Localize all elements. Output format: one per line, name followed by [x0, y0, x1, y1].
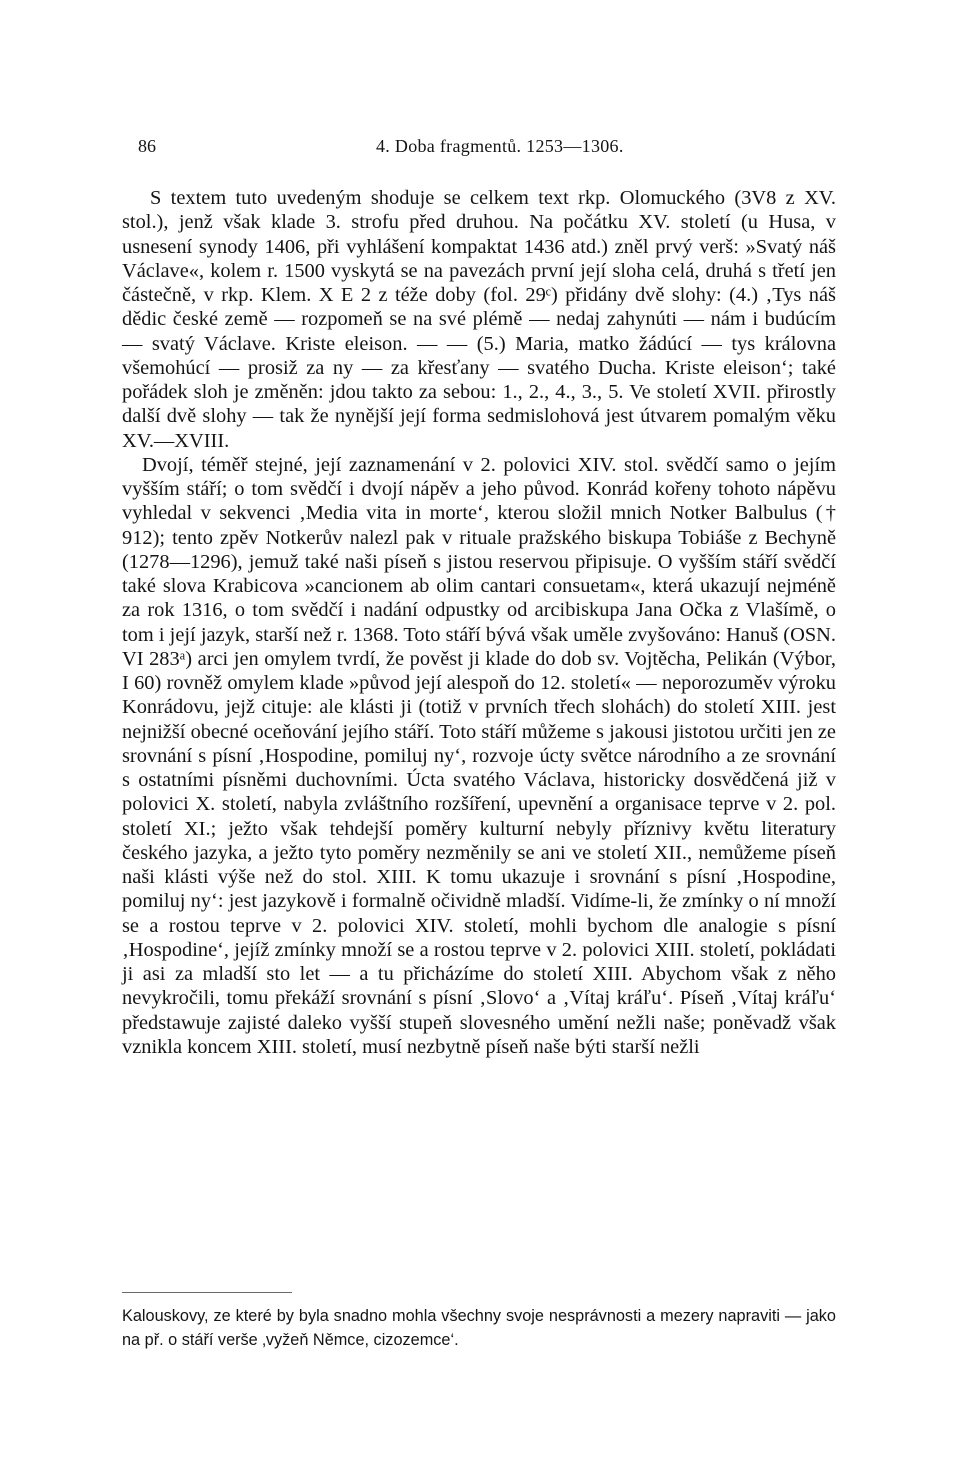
footnote: Kalouskovy, ze které by byla snadno mohla všechny svoje nesprávnosti a mezery napraviti — jako na př. o stáří verše ‚vyžeň Němce, cizozemce‘. [122, 1307, 836, 1349]
footnote-rule [122, 1292, 292, 1293]
paragraph-1: S textem tuto uvedeným shoduje se celkem text rkp. Olomuckého (3V8 z XV. stol.), jenž však klade 3. strofu před druhou. Na počátku XV. století (u Husa, v usnesení synody 1406, při vyhlášení kompaktat 1436 atd.) zněl prvý verš: »Svatý náš Václave«, kolem r. 1500 vyskytá se na pavezách první její sloha celá, druhá s třetí jen částečně, v rkp. Klem. X E 2 z téže doby (fol. 29ᶜ) přidány dvě slohy: (4.) ‚Tys náš dědic české země — rozpomeň se na své plémě — nedaj zahynúti — nám i budúcím — svatý Václave. Kriste eleison. — — (5.) Maria, matko žádúcí — tys královna všemohúcí — prosiž za ny — za křesťany — svatého Ducha. Kriste eleison‘; také pořádek sloh je změněn: jdou takto za sebou: 1., 2., 4., 3., 5. Ve století XVII. přirostly další dvě slohy — tak že nynější její forma sedmislohová jest útvarem pomalým věku XV.—XVIII. [122, 187, 836, 452]
paragraph-2: Dvojí, téměř stejné, její zaznamenání v 2. polovici XIV. stol. svědčí samo o jejím vyšším stáří; o tom svědčí i dvojí nápěv a jeho původ. Konrád kořeny tohoto nápěvu vyhledal v sekvenci ‚Media vita in morte‘, kterou složil mnich Notker Balbulus († 912); tento zpěv Notkerův nalezl pak v rituale pražského biskupa Tobiáše z Bechyně (1278—1296), jemuž také naši píseň s jistou reservou připisuje. O vyšším stáří svědčí také slova Krabicova »cancionem ab olim cantari consuetam«, která ukazují nejméně za rok 1316, o tom svědčí i nadání odpustky od arcibiskupa Jana Očka z Vlašímě, o tom i její jazyk, starší než r. 1368. Toto stáří bývá však uměle zvyšováno: Hanuš (OSN. VI 283ᵃ) arci jen omylem tvrdí, že pověst ji klade do dob sv. Vojtěcha, Pelikán (Výbor, I 60) rovněž omylem klade »původ její alespoň do 12. století« — neporozuměv výroku Konrádovu, jejž cituje: ale klásti ji (totiž v prvních třech slohách) do století XIII. jest nejnižší obecné oceňování jejího stáří. Toto stáří můžeme s jakousi jistotou určiti jen ze srovnání s písní ‚Hospodine, pomiluj ny‘, rozvoje úcty světce národního a ze srovnání s ostatními písněmi duchovními. Úcta svatého Václava, historicky dosvědčená již v polovici X. století, nabyla zvláštního rozšíření, upevnění a organisace teprve v 2. pol. století XI.; ježto však tehdejší poměry kulturní nebyly příznivy květu literatury českého jazyka, a ježto tyto poměry nezměnily se ani ve století XII., nemůžeme píseň naši klásti výše než do stol. XIII. K tomu ukazuje i srovnání s písní ‚Hospodine, pomiluj ny‘: jest jazykově i formalně očividně mladší. Vidíme-li, že zmínky o ní množí se a rostou teprve v 2. polovici XIV. století, mohli bychom dle analogie s písní ‚Hospodine‘, jejíž zmínky množí se a rostou teprve v 2. polovici XIII. století, pokládati ji asi za mladší sto let — a tu přicházíme do století XIII. Abychom však z něho nevykročili, tomu překáží srovnání s písní ‚Slovo‘ a ‚Vítaj kráľu‘. Píseň ‚Vítaj kráľu‘ předstawuje zajisté daleko vyšší stupeň slovesného umění nežli naše; poněvadž však vznikla koncem XIII. století, musí nezbytně píseň naše býti starší nežli [122, 453, 836, 1058]
running-title: 4. Doba fragmentů. 1253—1306. [376, 136, 624, 156]
main-text [122, 186, 836, 1059]
page-number: 86 [138, 136, 156, 156]
